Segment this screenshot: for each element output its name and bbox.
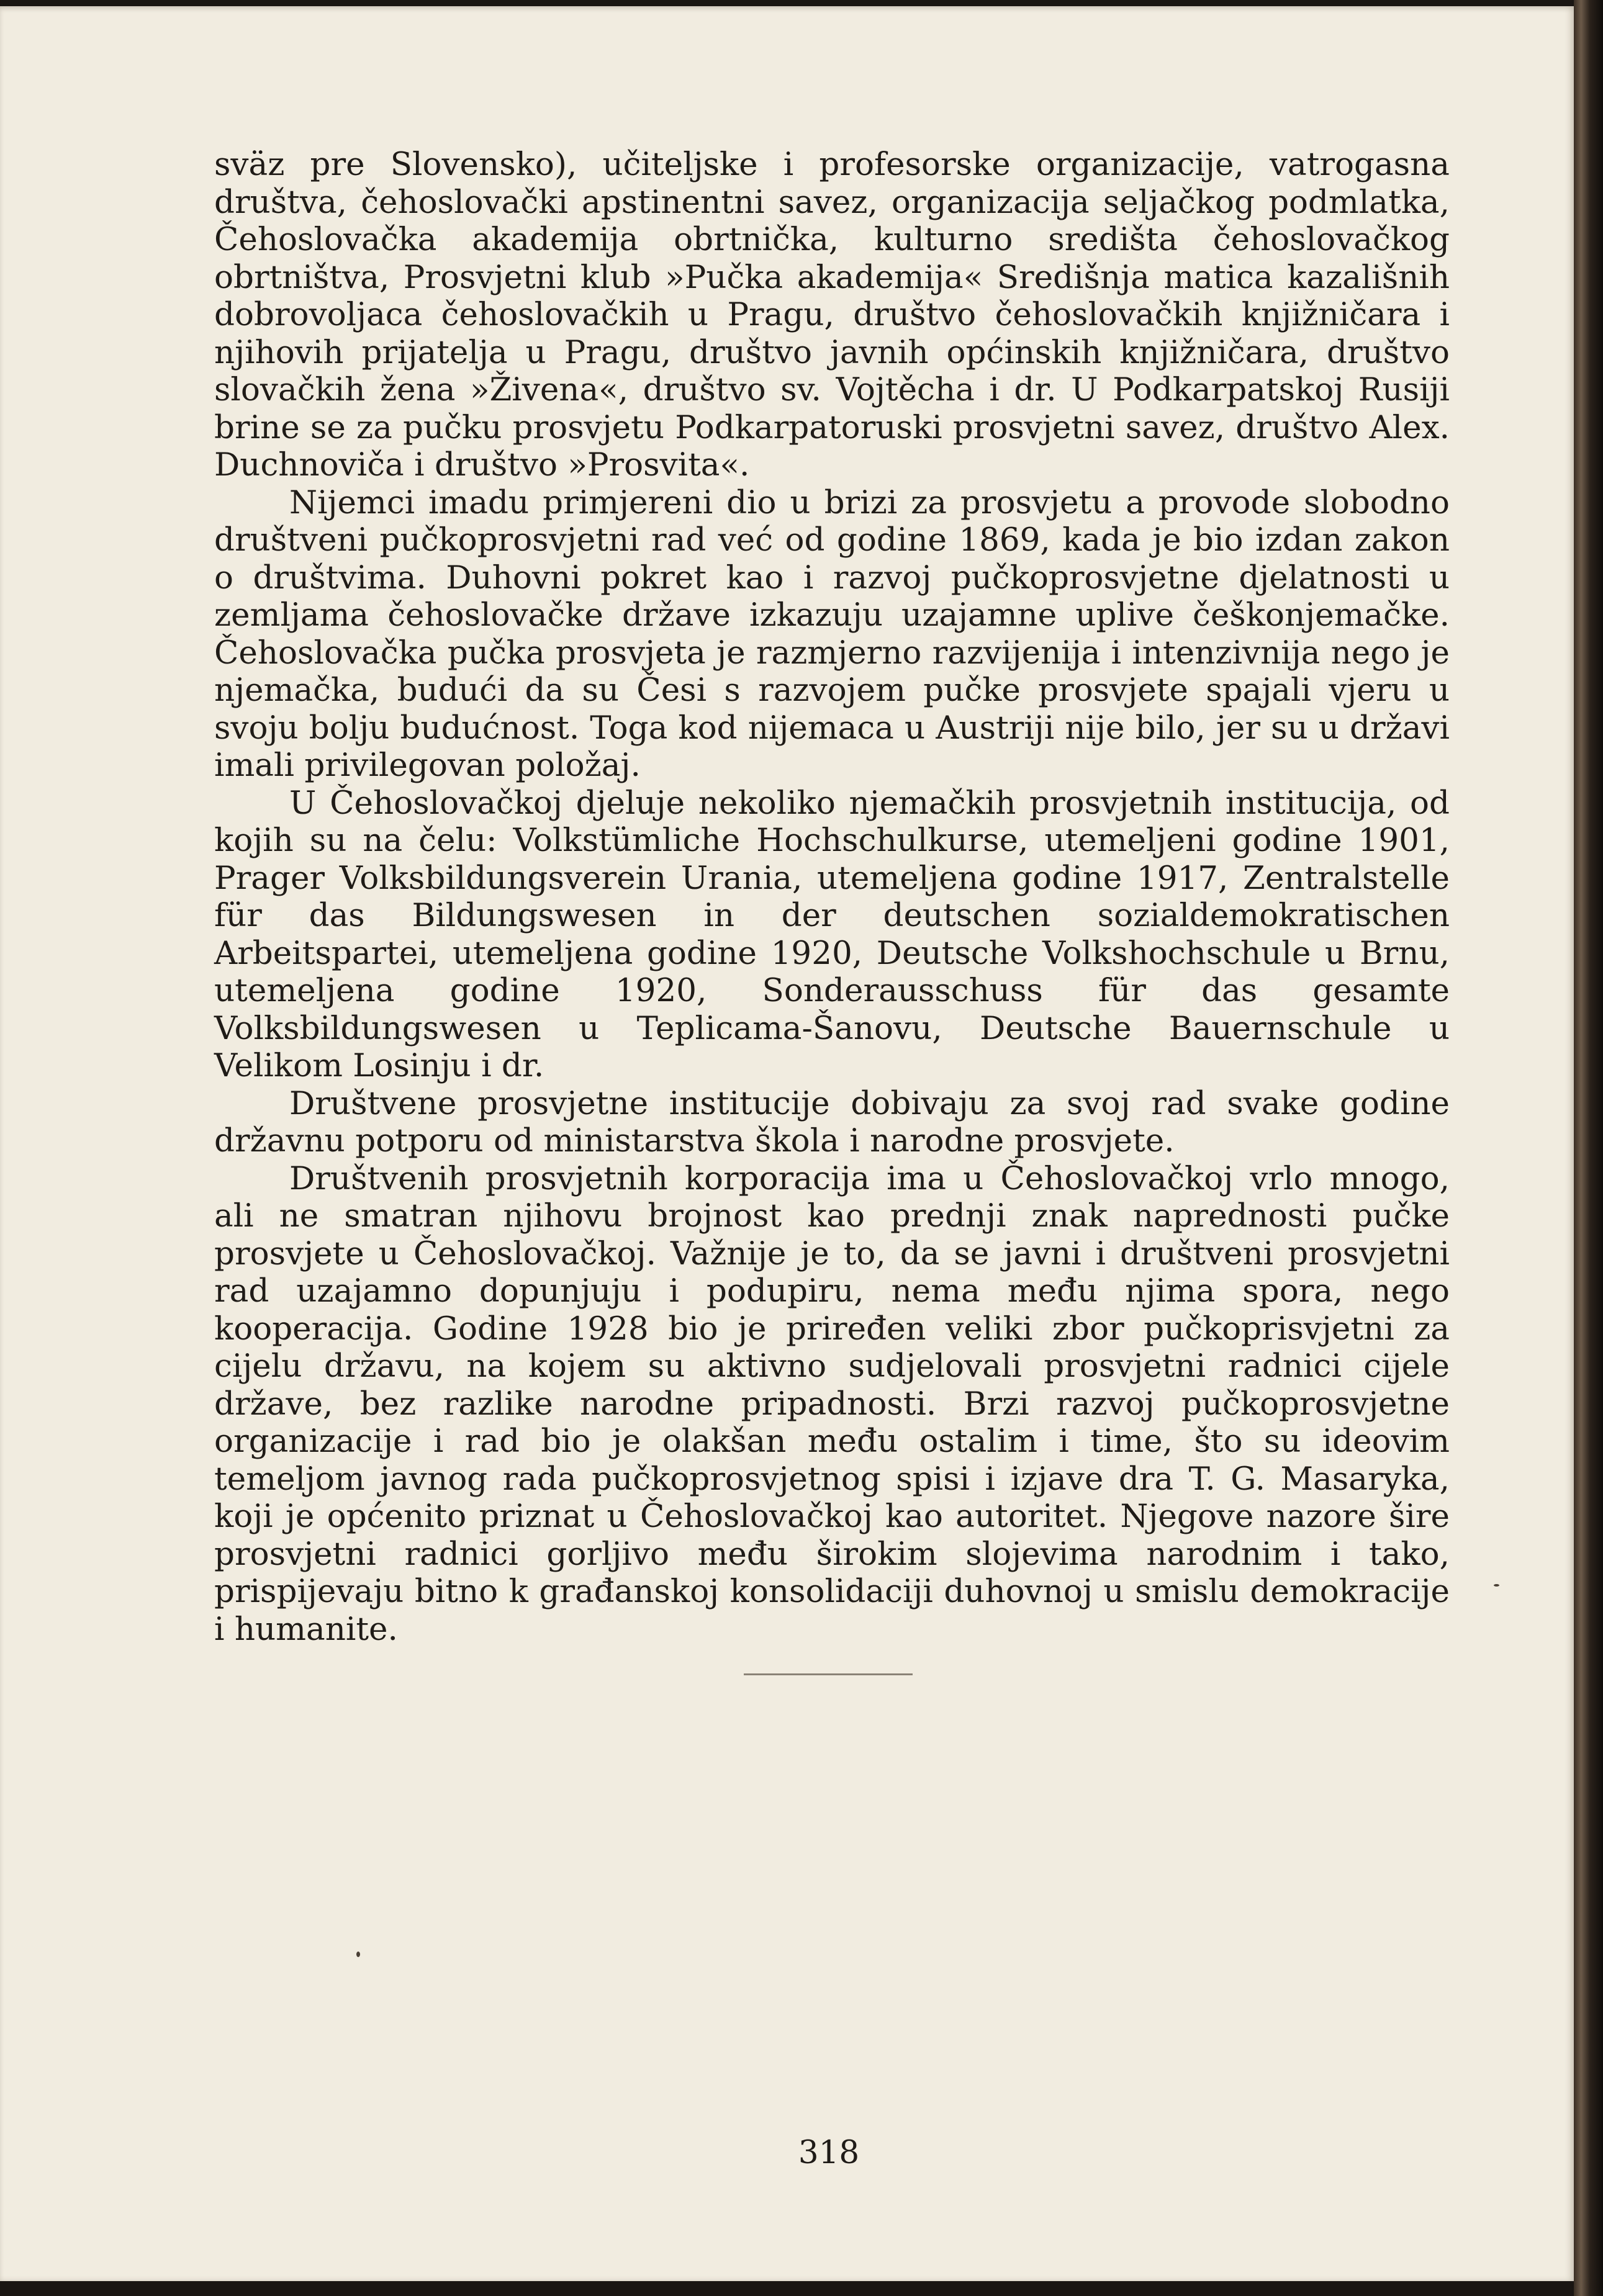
paragraph-1: sväz pre Slovensko), učiteljske i profesorske organizacije, vatrogasna društva, čehoslovački apstinentni savez, organizacija seljačkog podmlatka, Čehoslovačka akademija obrtnička, kulturno središta čehoslovačkog obrtništva, Prosvjetni klub »Pučka akademija« Središnja matica kazališnih dobrovoljaca čehoslovačkih u Pragu, društvo čehoslovačkih knjižničara i njihovih prijatelja u Pragu, društvo javnih općinskih knjižničara, društvo slovačkih žena »Živena«, društvo sv. Vojtěcha i dr. U Podkarpatskoj Rusiji brine se za pučku prosvjetu Podkarpatoruski prosvjetni savez, društvo Alex. Duchnoviča i društvo »Prosvita«. [214, 146, 1450, 484]
ink-speck [1494, 1584, 1499, 1587]
section-end-rule [744, 1673, 913, 1675]
paragraph-4: Društvene prosvjetne institucije dobivaju za svoj rad svake godine državnu potporu od ministarstva škola i narodne prosvjete. [214, 1084, 1450, 1159]
paragraph-2: Nijemci imadu primjereni dio u brizi za prosvjetu a provode slobodno društveni pučkoprosvjetni rad već od godine 1869, kada je bio izdan zakon o društvima. Duhovni pokret kao i razvoj pučkoprosvjetne djelatnosti u zemljama čehoslovačke države izkazuju uzajamne uplive češkonjemačke. Čehoslovačka pučka prosvjeta je razmjerno razvijenija i intenzivnija nego je njemačka, budući da su Česi s razvojem pučke prosvjete spajali vjeru u svoju bolju budućnost. Toga kod nijemaca u Austriji nije bilo, jer su u državi imali privilegovan položaj. [214, 484, 1450, 784]
page-number: 318 [798, 2134, 860, 2171]
book-spine-edge [1574, 0, 1603, 2296]
paragraph-3: U Čehoslovačkoj djeluje nekoliko njemačkih prosvjetnih institucija, od kojih su na čelu: Volkstümliche Hochschulkurse, utemeljeni godine 1901, Prager Volksbildungsverein Urania, utemeljena godine 1917, Zentralstelle für das Bildungswesen in der deutschen sozialdemokratischen Arbeitspartei, utemeljena godine 1920, Deutsche Volkshochschule u Brnu, utemeljena godine 1920, Sonderausschuss für das gesamte Volksbildungswesen u Teplicama-Šanovu, Deutsche Bauernschule u Velikom Losinju i dr. [214, 784, 1450, 1084]
paragraph-5: Društvenih prosvjetnih korporacija ima u Čehoslovačkoj vrlo mnogo, ali ne smatran njihovu brojnost kao prednji znak naprednosti pučke prosvjete u Čehoslovačkoj. Važnije je to, da se javni i društveni prosvjetni rad uzajamno dopunjuju i podupiru, nema među njima spora, nego kooperacija. Godine 1928 bio je priređen veliki zbor pučkoprisvjetni za cijelu državu, na kojem su aktivno sudjelovali prosvjetni radnici cijele države, bez razlike narodne pripadnosti. Brzi razvoj pučkoprosvjetne organizacije i rad bio je olakšan među ostalim i time, što su ideovim temeljom javnog rada pučkoprosvjetnog spisi i izjave dra T. G. Masaryka, koji je općenito priznat u Čehoslovačkoj kao autoritet. Njegove nazore šire prosvjetni radnici gorljivo među širokim slojevima narodnim i tako, prispijevaju bitno k građanskoj konsolidaciji duhovnoj u smislu demokracije i humanite. [214, 1159, 1450, 1648]
ink-speck [356, 1952, 360, 1957]
body-text [214, 146, 1450, 1648]
book-page [0, 6, 1574, 2281]
